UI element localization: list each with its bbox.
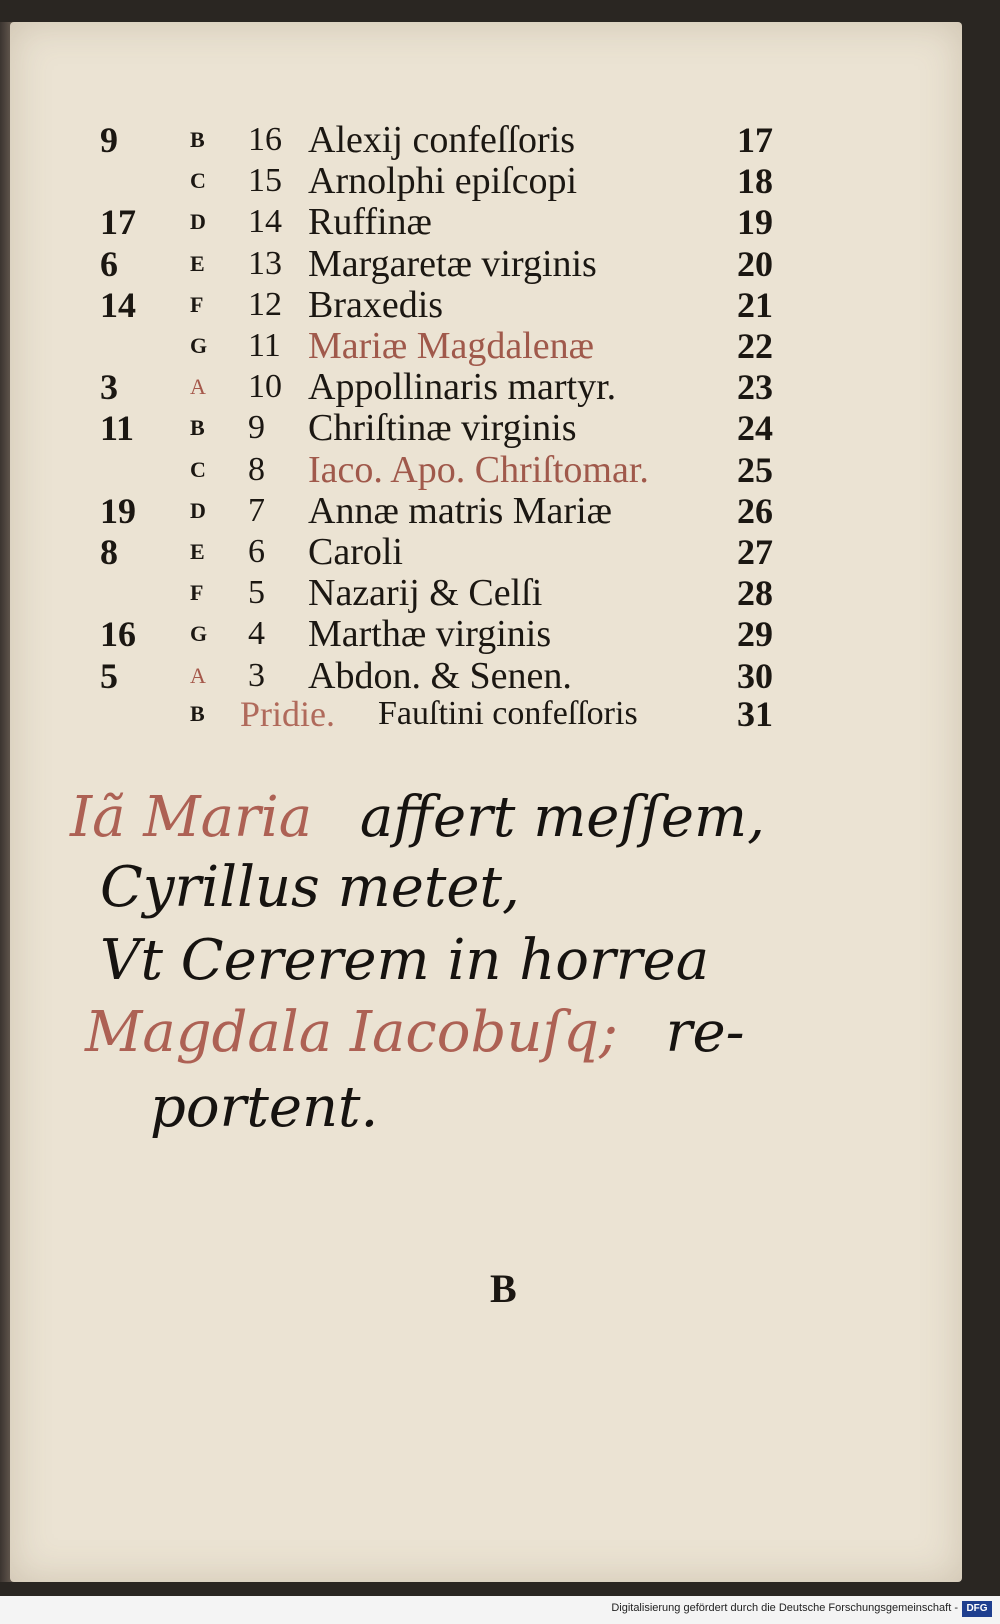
- dominical-letter: D: [190, 498, 206, 523]
- kalends-number: 9: [248, 409, 265, 446]
- kalends-number: 13: [248, 245, 282, 282]
- dominical-letter: F: [190, 292, 204, 317]
- digitization-footer: [0, 1596, 1000, 1624]
- calendar-row: [0, 200, 1000, 244]
- saint-name: Marthæ virginis: [308, 613, 552, 655]
- golden-number: 17: [100, 202, 136, 242]
- kalends-number: 4: [248, 615, 265, 652]
- dominical-letter: D: [190, 209, 206, 234]
- dominical-letter: F: [190, 580, 204, 605]
- day-number: 20: [737, 244, 773, 284]
- dominical-letter: C: [190, 457, 206, 482]
- golden-number: 3: [100, 367, 118, 407]
- saint-name: Fauſtini confeſſoris: [378, 695, 638, 732]
- calendar-row: [0, 365, 1000, 409]
- day-number: 18: [737, 161, 773, 201]
- day-number: 19: [737, 202, 773, 242]
- verse-line-2: Cyrillus metet,: [100, 855, 520, 920]
- day-number: 25: [737, 450, 773, 490]
- saint-name: Mariæ Magdalenæ: [308, 325, 595, 367]
- golden-number: 14: [100, 285, 136, 325]
- saint-name: Caroli: [308, 531, 403, 573]
- kalends-number: 10: [248, 368, 282, 405]
- dominical-letter: G: [190, 333, 208, 358]
- day-number: 26: [737, 491, 773, 531]
- day-number: 28: [737, 573, 773, 613]
- day-number: 30: [737, 656, 773, 696]
- saint-name: Alexij confeſſoris: [308, 119, 575, 161]
- day-number: 23: [737, 367, 773, 407]
- golden-number: 8: [100, 532, 118, 572]
- calendar-row: [0, 324, 1000, 368]
- verse-line-4: [85, 1000, 745, 1065]
- golden-number: 5: [100, 656, 118, 696]
- verse-line-3: Vt Cererem in horrea: [100, 928, 710, 993]
- dominical-letter: A: [190, 374, 206, 399]
- day-number: 22: [737, 326, 773, 366]
- dominical-letter: B: [190, 415, 205, 440]
- pridie-label: Pridie.: [240, 694, 335, 734]
- calendar-row-last: [0, 692, 1000, 736]
- calendar-row: [0, 571, 1000, 615]
- calendar-row: [0, 612, 1000, 656]
- dominical-letter: G: [190, 621, 208, 646]
- calendar-row: [0, 118, 1000, 162]
- calendar-row: [0, 283, 1000, 327]
- golden-number: 11: [100, 408, 135, 448]
- verse-text: affert meſſem,: [359, 785, 765, 850]
- saint-name: Braxedis: [308, 284, 444, 326]
- day-number: 27: [737, 532, 773, 572]
- saint-name: Nazarij & Celſi: [308, 572, 543, 614]
- kalends-number: 5: [248, 574, 265, 611]
- day-number: 21: [737, 285, 773, 325]
- verse-line-5: portent.: [150, 1075, 379, 1140]
- calendar-row: [0, 448, 1000, 492]
- dominical-letter: C: [190, 168, 206, 193]
- day-number: 17: [737, 120, 773, 160]
- kalends-number: 7: [248, 492, 265, 529]
- dominical-letter: B: [190, 701, 205, 726]
- calendar-row: [0, 406, 1000, 450]
- kalends-number: 8: [248, 451, 265, 488]
- kalends-number: 16: [248, 121, 282, 158]
- saint-name: Ruffinæ: [308, 201, 432, 243]
- kalends-number: 12: [248, 286, 282, 323]
- calendar-row: [0, 489, 1000, 533]
- kalends-number: 14: [248, 203, 282, 240]
- saint-name: Arnolphi epiſcopi: [308, 160, 578, 202]
- verse-red-text: Iã Maria: [70, 785, 313, 850]
- signature-mark: B: [490, 1266, 517, 1311]
- dfg-logo: DFG: [962, 1601, 992, 1617]
- day-number: 24: [737, 408, 773, 448]
- verse-red-text: Magdala Iacobuſq;: [85, 1000, 618, 1065]
- golden-number: 19: [100, 491, 136, 531]
- golden-number: 6: [100, 244, 118, 284]
- verse-text: re-: [665, 1000, 745, 1065]
- verse-line-1: [70, 785, 765, 850]
- calendar-row: [0, 530, 1000, 574]
- calendar-row: [0, 242, 1000, 286]
- saint-name: Margaretæ virginis: [308, 243, 597, 285]
- calendar-row: [0, 159, 1000, 203]
- kalends-number: 6: [248, 533, 265, 570]
- saint-name: Appollinaris martyr.: [308, 366, 617, 408]
- kalends-number: 3: [248, 657, 265, 694]
- golden-number: 9: [100, 120, 118, 160]
- dominical-letter: E: [190, 539, 205, 564]
- saint-name: Iaco. Apo. Chriſtomar.: [308, 449, 649, 491]
- footer-text: Digitalisierung gefördert durch die Deutsche Forschungsgemeinschaft -: [611, 1602, 958, 1614]
- dominical-letter: E: [190, 251, 205, 276]
- saint-name: Chriſtinæ virginis: [308, 407, 577, 449]
- saint-name: Annæ matris Mariæ: [308, 490, 612, 532]
- day-number: 29: [737, 614, 773, 654]
- saint-name: Abdon. & Senen.: [308, 655, 572, 697]
- golden-number: 16: [100, 614, 136, 654]
- kalends-number: 15: [248, 162, 282, 199]
- kalends-number: 11: [248, 327, 281, 364]
- dominical-letter: A: [190, 663, 206, 688]
- day-number: 31: [737, 694, 773, 734]
- dominical-letter: B: [190, 127, 205, 152]
